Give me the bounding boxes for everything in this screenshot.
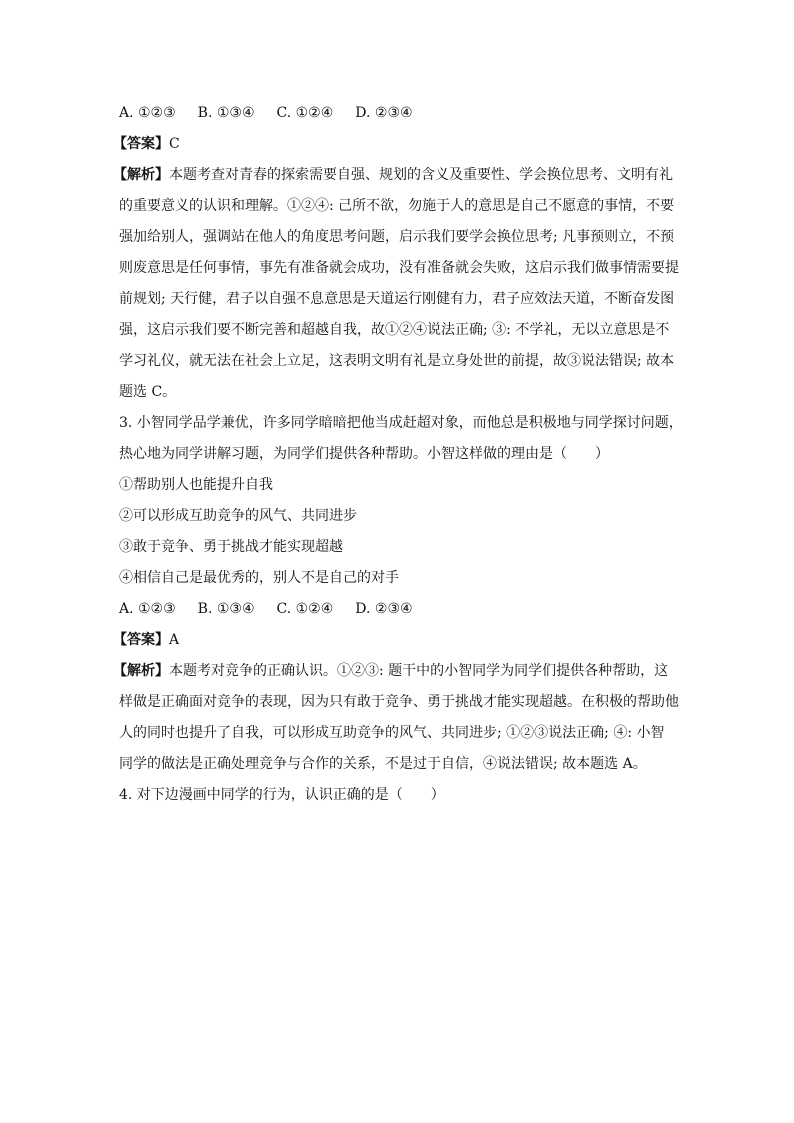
q3-analysis-line: 人的同时也提升了自我，可以形成互助竞争的风气、共同进步; ①②③说法正确; ④: 小智 [119,725,665,741]
q3-answer [113,630,689,650]
q3-stem-line: 3. 小智同学品学兼优，许多同学暗暗把他当成赶超对象，而他总是积极地与同学探讨问题， [119,415,683,431]
q3-option-d: D. ②③④ [355,601,413,617]
q3-statement-2: ②可以形成互助竞争的风气、共同进步 [119,508,357,524]
q3-analysis-line: 同学的做法是正确处理竞争与合作的关系，不是过于自信，④说法错误; 故本题选 A。 [119,756,647,772]
q2-option-d: D. ②③④ [355,105,413,121]
q3-statement-1: ①帮助别人也能提升自我 [119,477,273,493]
q2-answer [113,134,689,154]
q2-answer-value: C [169,136,180,152]
q2-analysis-line: 的重要意义的认识和理解。①②④: 己所不欲，勿施于人的意思是自己不愿意的事情，不要 [119,198,675,214]
q2-analysis-line [113,165,689,185]
q2-analysis-line: 强加给别人，强调站在他人的角度思考问题，启示我们要学会换位思考; 凡事预则立，不预 [119,229,675,245]
q3-stem-line: 热心地为同学讲解习题，为同学们提供各种帮助。小智这样做的理由是（ ） [119,446,609,462]
q3-statement-4: ④相信自己是最优秀的，别人不是自己的对手 [119,570,399,586]
q2-analysis-tag: 【解析】 [113,167,169,183]
q3-answer-tag: 【答案】 [113,632,169,648]
q3-option-c: C. ①②④ [276,601,334,617]
q2-analysis-line: 强，这启示我们要不断完善和超越自我，故①②④说法正确; ③: 不学礼，无以立意思是不 [119,322,670,338]
q3-analysis-text: 本题考对竞争的正确认识。①②③: 题干中的小智同学为同学们提供各种帮助，这 [169,663,669,679]
q3-statement-3: ③敢于竞争、勇于挑战才能实现超越 [119,539,343,555]
q2-answer-tag: 【答案】 [113,136,169,152]
q3-analysis-line [113,661,689,681]
q4-stem: 4. 对下边漫画中同学的行为，认识正确的是（ ） [119,787,445,803]
q2-analysis-line: 学习礼仪，就无法在社会上立足，这表明文明有礼是立身处世的前提，故③说法错误; 故本 [119,353,675,369]
q3-answer-value: A [169,632,180,648]
q2-option-b: B. ①③④ [197,105,255,121]
q3-option-a: A. ①②③ [119,601,176,617]
q3-analysis-tag: 【解析】 [113,663,169,679]
q2-analysis-line: 则废意思是任何事情，事先有准备就会成功，没有准备就会失败，这启示我们做事情需要提 [119,260,679,276]
q3-option-b: B. ①③④ [197,601,255,617]
q3-analysis-line: 样做是正确面对竞争的表现，因为只有敢于竞争、勇于挑战才能实现超越。在积极的帮助他 [119,694,679,710]
q2-option-a: A. ①②③ [119,105,176,121]
q3-options [119,599,689,619]
q2-analysis-text: 本题考查对青春的探索需要自强、规划的含义及重要性、学会换位思考、文明有礼 [169,167,673,183]
q2-analysis-line: 前规划; 天行健，君子以自强不息意思是天道运行刚健有力，君子应效法天道，不断奋发图 [119,291,675,307]
q2-analysis-line: 题选 C。 [119,384,177,400]
q2-option-c: C. ①②④ [276,105,334,121]
q2-options [119,103,689,123]
